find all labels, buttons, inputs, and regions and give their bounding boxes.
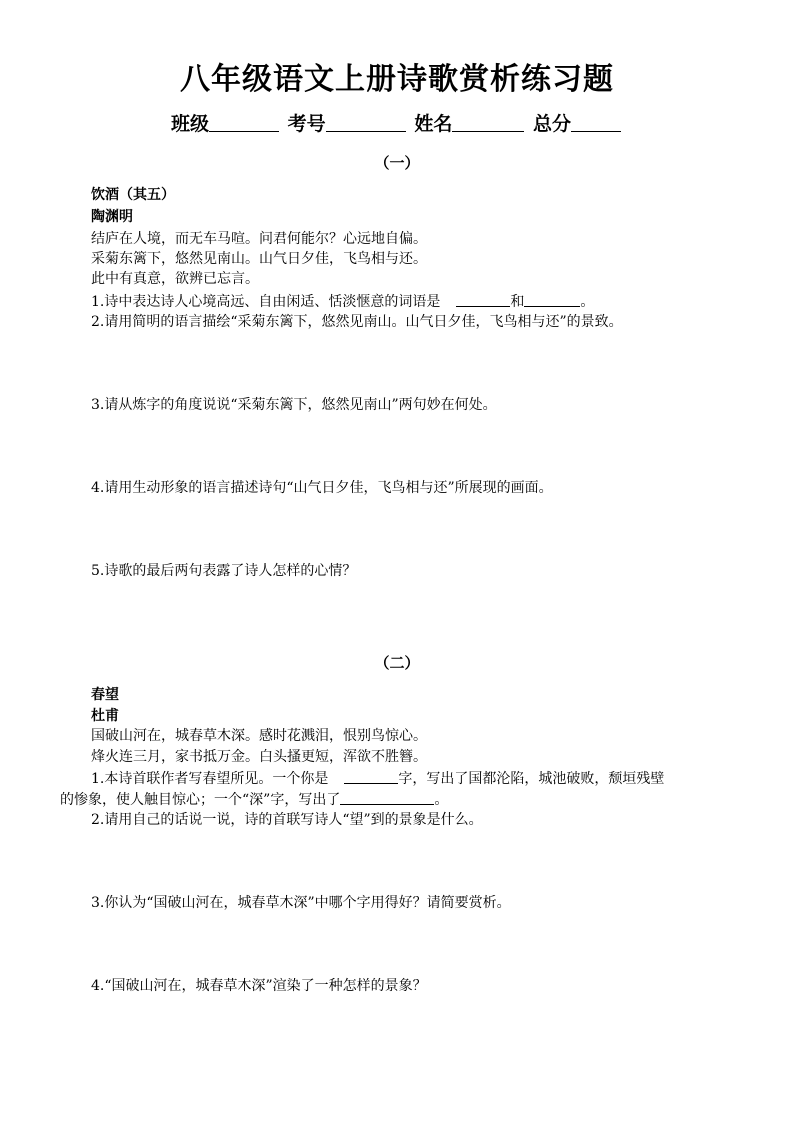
answer-blank[interactable] [456, 291, 510, 307]
page-title: 八年级语文上册诗歌赏析练习题 [180, 62, 614, 97]
name-label: 姓名 [414, 113, 453, 135]
question-1-5: 5.诗歌的最后两句表露了诗人怎样的心情？ [91, 563, 357, 579]
answer-blank[interactable] [340, 789, 434, 805]
question-2-4: 4.“国破山河在，城春草木深”渲染了一种怎样的景象？ [91, 978, 427, 994]
poem-line: 国破山河在，城春草木深。感时花溅泪，恨别鸟惊心。 [91, 728, 427, 744]
poem-line: 此中有真意，欲辨已忘言。 [91, 271, 259, 287]
answer-blank[interactable] [524, 291, 580, 307]
poem-author-1: 陶渊明 [91, 209, 133, 225]
total-score-label: 总分 [532, 113, 571, 135]
question-text: 。 [580, 294, 595, 310]
question-1-2: 2.请用简明的语言描绘“采菊东篱下，悠然见南山。山气日夕佳，飞鸟相与还”的景致。 [91, 314, 623, 330]
question-2-1-continued [60, 789, 448, 810]
question-text: 1.本诗首联作者写春望所见。一个你是 [91, 771, 329, 787]
total-score-blank[interactable] [571, 113, 621, 132]
question-2-2: 2.请用自己的话说一说，诗的首联写诗人“望”到的景象是什么。 [91, 812, 483, 828]
question-text: 。 [434, 792, 449, 808]
question-text: 的惨象，使人触目惊心；一个“深”字，写出了 [60, 792, 341, 808]
name-blank[interactable] [452, 113, 524, 132]
section-heading-2: （二） [374, 654, 420, 672]
question-1-1 [91, 291, 594, 312]
question-2-1 [91, 768, 664, 789]
poem-line: 烽火连三月，家书抵万金。白头搔更短，浑欲不胜簪。 [91, 749, 427, 765]
question-1-4: 4.请用生动形象的语言描述诗句“山气日夕佳，飞鸟相与还”所展现的画面。 [91, 480, 553, 496]
exam-number-label: 考号 [287, 113, 326, 135]
question-1-3: 3.请从炼字的角度说说“采菊东篱下，悠然见南山”两句妙在何处。 [91, 397, 497, 413]
question-text: 字，写出了国都沦陷，城池破败，颓垣残壁 [398, 771, 665, 787]
exam-number-blank[interactable] [326, 113, 406, 132]
poem-title-2: 春望 [91, 687, 119, 703]
poem-line: 采菊东篱下，悠然见南山。山气日夕佳，飞鸟相与还。 [91, 251, 427, 267]
question-text: 1.诗中表达诗人心境高远、自由闲适、恬淡惬意的词语是 [91, 294, 441, 310]
poem-author-2: 杜甫 [91, 708, 119, 724]
class-blank[interactable] [209, 113, 279, 132]
section-heading-1: （一） [374, 154, 420, 172]
question-2-3: 3.你认为“国破山河在，城春草木深”中哪个字用得好？请简要赏析。 [91, 895, 511, 911]
question-text: 和 [510, 294, 525, 310]
class-label: 班级 [171, 113, 210, 135]
answer-blank[interactable] [344, 768, 398, 784]
poem-line: 结庐在人境，而无车马喧。问君何能尔？心远地自偏。 [91, 231, 427, 247]
student-info-line [0, 110, 794, 138]
poem-title-1: 饮酒（其五） [91, 187, 175, 203]
